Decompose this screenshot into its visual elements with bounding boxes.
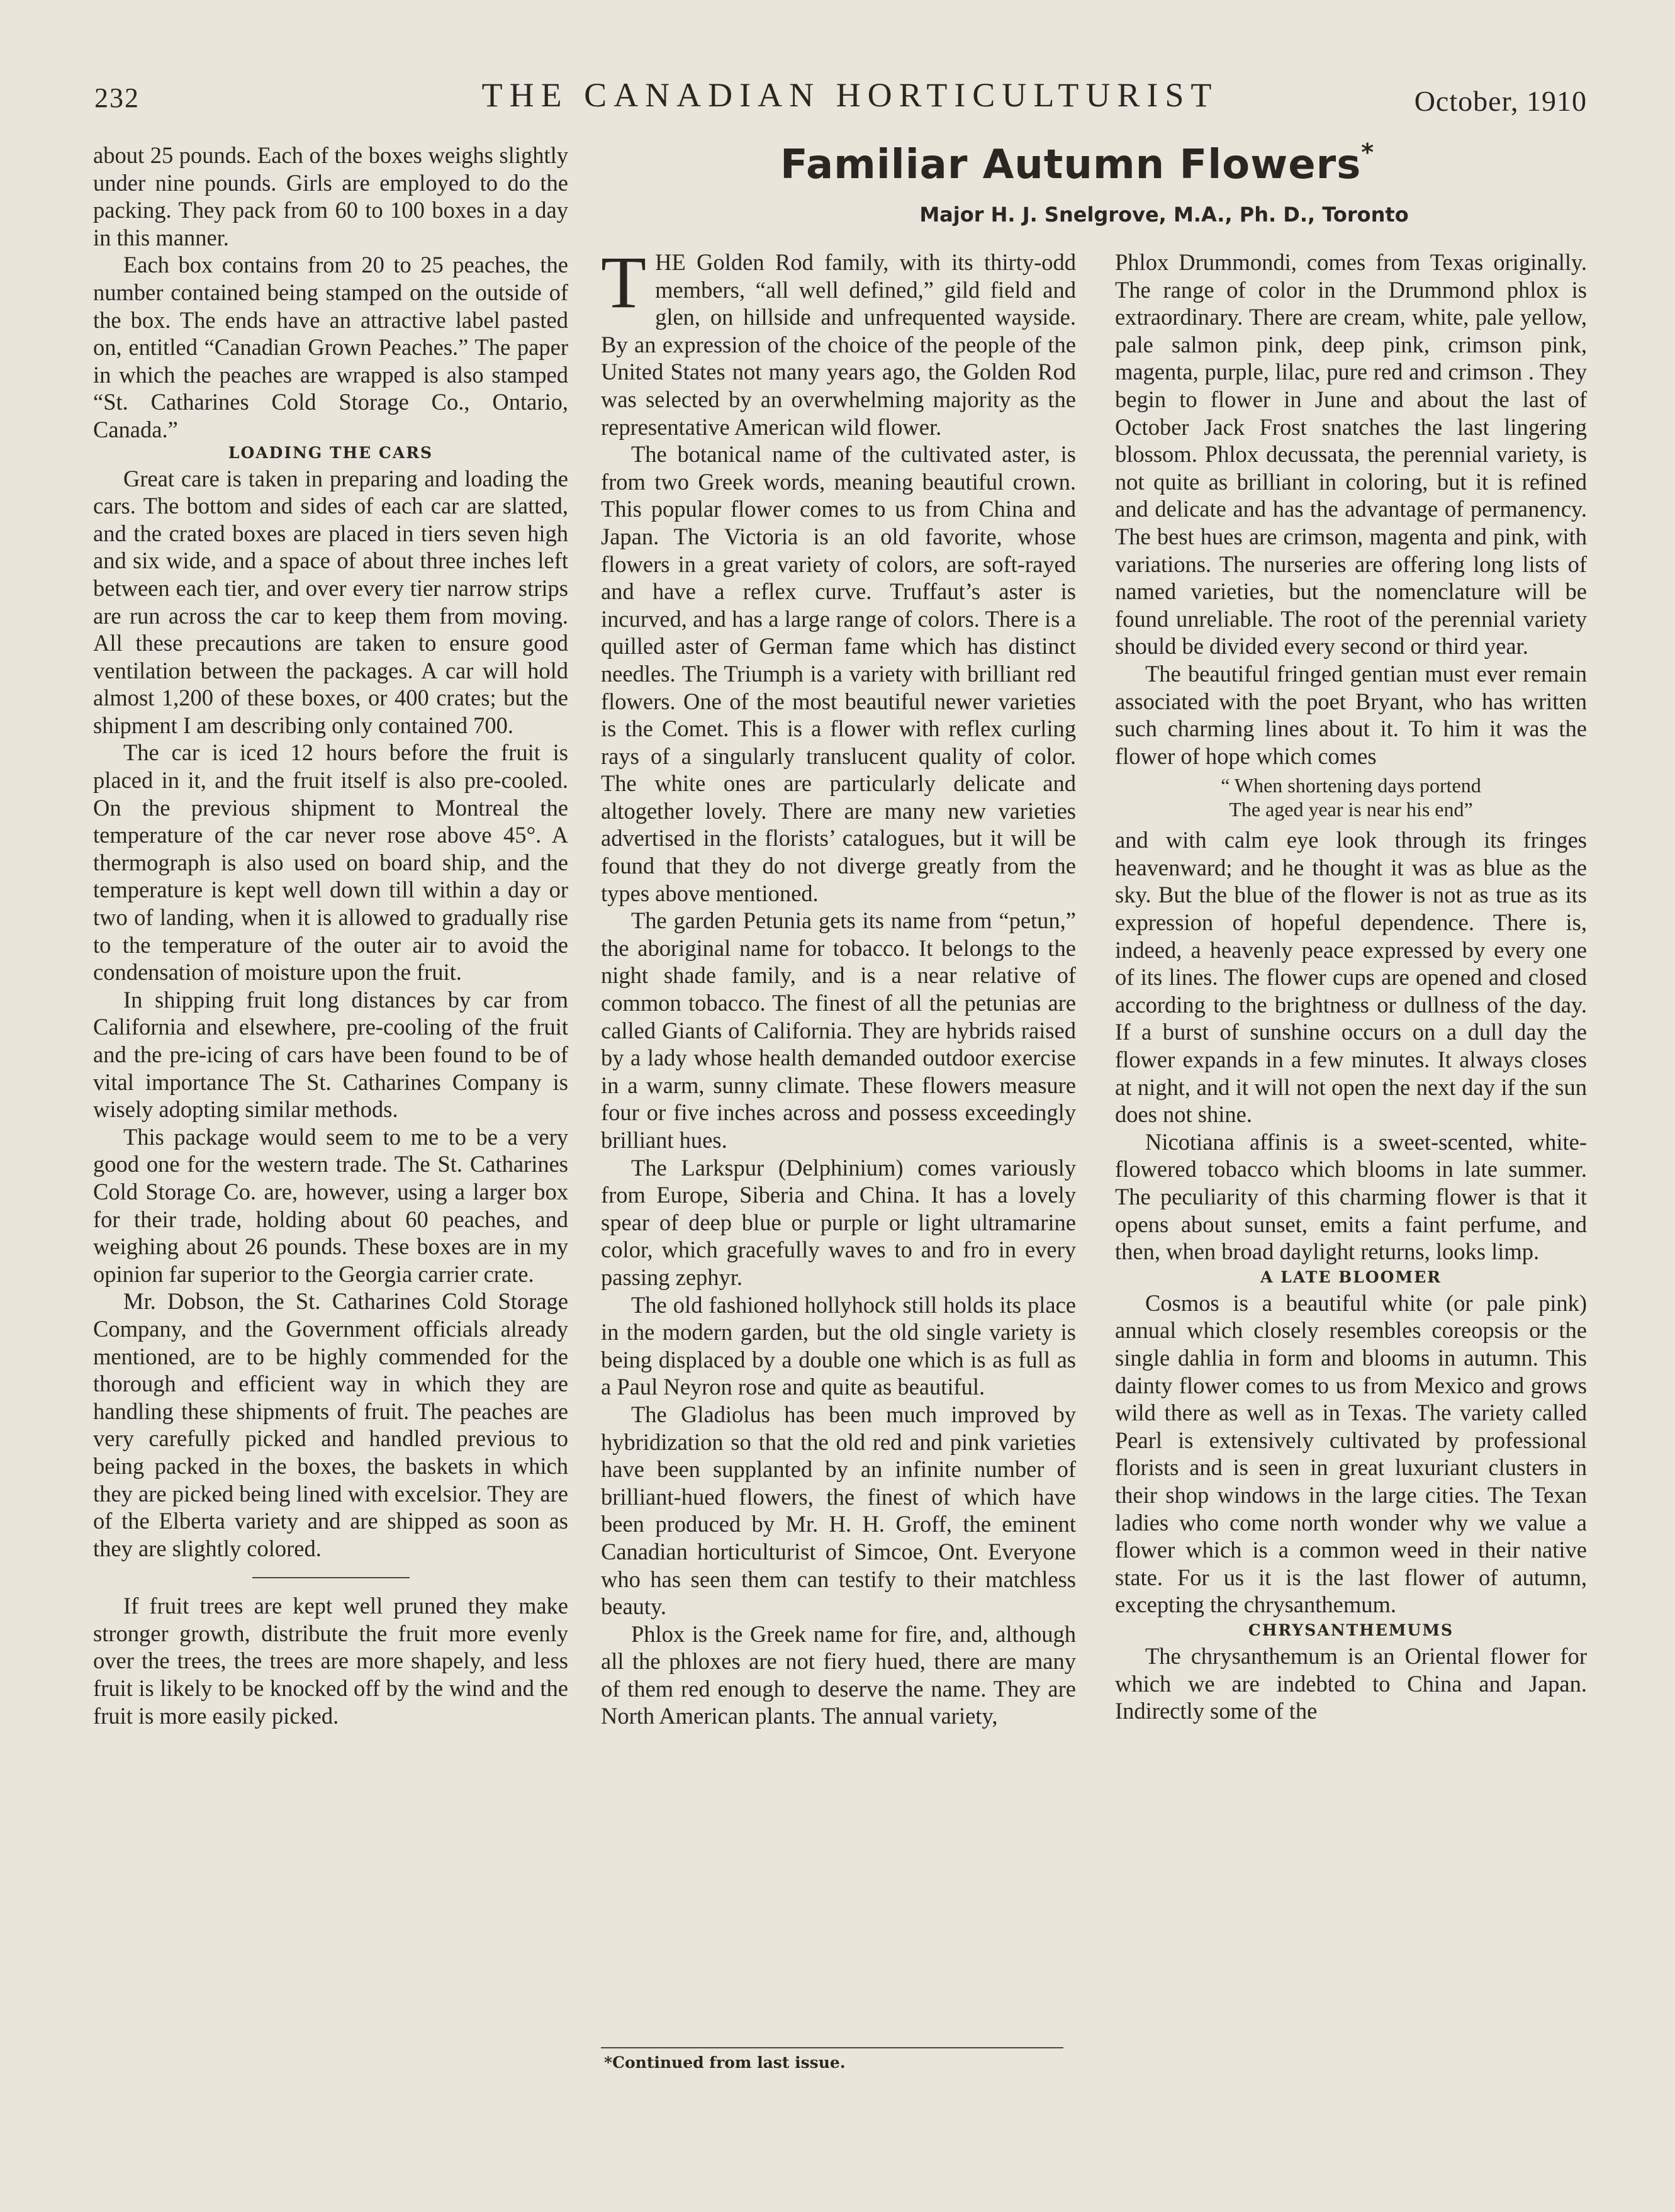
body-paragraph: Mr. Dobson, the St. Catharines Cold Storage Company, and the Government officials already mentioned, are to be highly commended for the thorough and efficient way in which they are handling these shipments of fruit. The peaches are very carefully picked and handled previous to being packed in the boxes, the baskets in which they are picked being lined with excelsior. They are of the Elberta variety and are shipped as soon as they are slightly colored. (93, 1288, 568, 1561)
left-column (93, 142, 568, 1729)
body-paragraph: The garden Petunia gets its name from “petun,” the aboriginal name for tobacco. It belongs to the night shade family, and is a near relative of common tobacco. The finest of all the petunias are called Giants of California. They are hybrids raised by a lady whose health demanded outdoor exercise in a warm, sunny climate. These flowers measure four or five inches across and possess exceedingly brilliant hues. (601, 907, 1076, 1153)
body-paragraph: Phlox Drummondi, comes from Texas originally. The range of color in the Drummond phlox is extraordinary. There are cream, white, pale yellow, pale salmon pink, deep pink, crimson pink, magenta, purple, lilac, pure red and crimson . They begin to flower in June and about the last of October Jack Frost snatches the last lingering blossom. Phlox decussata, the perennial variety, is not quite as brilliant in coloring, but it is refined and delicate and has the advantage of permanency. The best hues are crimson, magenta and pink, with variations. The nurseries are offering long lists of named varieties, but the nomenclature will be found unreliable. The root of the perennial variety should be divided every second or third year. (1115, 249, 1587, 660)
body-paragraph: The Gladiolus has been much improved by hybridization so that the old red and pink varieties have been supplanted by an infinite number of brilliant-hued flowers, the finest of which have been produced by Mr. H. H. Groff, the eminent Canadian horticulturist of Simcoe, Ont. Everyone who has seen them can testify to their matchless beauty. (601, 1401, 1076, 1620)
body-paragraph: Phlox is the Greek name for fire, and, although all the phloxes are not fiery hued, there are many of them red enough to deserve the name. They are North American plants. The annual variety, (601, 1620, 1076, 1729)
issue-date: October, 1910 (1414, 85, 1587, 117)
filler-paragraph: If fruit trees are kept well pruned they make stronger growth, distribute the fruit more evenly over the trees, the trees are more shapely, and less fruit is likely to be knocked off by the wind and the fruit is more easily picked. (93, 1593, 568, 1729)
body-paragraph: The old fashioned hollyhock still holds its place in the modern garden, but the old single variety is being displaced by a double one which is as full as a Paul Neyron rose and quite as beautiful. (601, 1291, 1076, 1400)
title-footnote-mark: * (1361, 138, 1375, 166)
body-paragraph: Nicotiana affinis is a sweet-scented, white-flowered tobacco which blooms in late summer. The peculiarity of this charming flower is that it opens about sunset, emits a faint perfume, and then, when broad daylight returns, looks limp. (1115, 1128, 1587, 1265)
body-paragraph: The chrysanthemum is an Oriental flower for which we are indebted to China and Japan. Indirectly some of the (1115, 1642, 1587, 1724)
poem-quote (1115, 773, 1587, 821)
body-paragraph: The car is iced 12 hours before the fruit is placed in it, and the fruit itself is also pre-cooled. On the previous shipment to Montreal the temperature of the car never rose above 45°. A thermograph is also used on board ship, and the temperature is kept well down till within a day or two of landing, when it is allowed to gradually rise to the temperature of the outer air to avoid the condensation of moisture upon the fruit. (93, 739, 568, 985)
middle-column (601, 241, 1076, 1730)
journal-title: THE CANADIAN HORTICULTURIST (481, 76, 1219, 114)
body-paragraph: The beautiful fringed gentian must ever remain associated with the poet Bryant, who has written such charming lines about it. To him it was the flower of hope which comes (1115, 660, 1587, 769)
article-title (780, 138, 1375, 188)
body-paragraph: and with calm eye look through its fringes heavenward; and he thought it was as blue as the sky. But the blue of the flower is not as true as its expression of hopeful dependence. There is, indeed, a heavenly peace expressed by every one of its lines. The flower cups are opened and closed according to the brightness or dullness of the day. If a burst of sunshine occurs on a dull day the flower expands in a few minutes. It always closes at night, and it will not open the next day if the sun does not shine. (1115, 827, 1587, 1128)
poem-line: “ When shortening days portend (1221, 774, 1481, 797)
page-number: 232 (94, 82, 140, 113)
poem-line: The aged year is near his end” (1229, 798, 1473, 821)
section-subhead: CHRYSANTHEMUMS (1248, 1620, 1454, 1639)
first-paragraph-text: HE Golden Rod family, with its thirty-odd members, “all well defined,” gild field and glen, on hillside and unfrequented wayside. By an expression of the choice of the people of the United States not many years ago, the Golden Rod was selected by an overwhelming majority as the representative American wild flower. (601, 249, 1076, 440)
footnote-rule (601, 2047, 1063, 2048)
separator-rule (252, 1577, 410, 1578)
section-subhead: LOADING THE CARS (228, 443, 434, 462)
running-head (94, 76, 1587, 120)
footnote: *Continued from last issue. (604, 2053, 846, 2072)
body-paragraph: The botanical name of the cultivated aster, is from two Greek words, meaning beautiful crown. This popular flower comes to us from China and Japan. The Victoria is an old favorite, whose flowers in a great variety of colors, are soft-rayed and have a reflex curve. Truffaut’s aster is incurved, and has a large range of colors. There is a quilled aster of German fame which has distinct needles. The Triumph is a variety with brilliant red flowers. One of the most beautiful newer varieties is the Comet. This is a flower with reflex curling rays of a singularly translucent quality of color. The white ones are particularly delicate and altogether lovely. There are many new varieties advertised in the florists’ catalogues, but it will be found that they do not diverge greatly from the types above mentioned. (601, 441, 1076, 906)
section-subhead: A LATE BLOOMER (1260, 1267, 1442, 1286)
body-paragraph: In shipping fruit long distances by car from California and elsewhere, pre-cooling of the fruit and the pre-icing of cars have been found to be of vital importance The St. Catharines Company is wisely adopting similar methods. (93, 986, 568, 1123)
body-paragraph: about 25 pounds. Each of the boxes weighs slightly under nine pounds. Girls are employed to do the packing. They pack from 60 to 100 boxes in a day in this manner. (93, 142, 568, 250)
body-paragraph: The Larkspur (Delphinium) comes variously from Europe, Siberia and China. It has a lovely spear of deep blue or purple or light ultramarine color, which gracefully waves to and fro in every passing zephyr. (601, 1154, 1076, 1290)
right-column (1115, 249, 1587, 1725)
body-paragraph: Great care is taken in preparing and loading the cars. The bottom and sides of each car are slatted, and the crated boxes are placed in tiers seven high and six wide, and a space of about three inches left between each tier, and over every tier narrow strips are run across the car to keep them from moving. All these precautions are taken to ensure good ventilation between the packages. A car will hold almost 1,200 of these boxes, or 400 crates; but the shipment I am describing only contained 700. (93, 465, 568, 738)
body-paragraph (601, 241, 1076, 441)
body-paragraph: Each box contains from 20 to 25 peaches, the number contained being stamped on the outside of the box. The ends have an attractive label pasted on, entitled “Canadian Grown Peaches.” The paper in which the peaches are wrapped is also stamped “St. Catharines Cold Storage Co., Ontario, Canada.” (93, 252, 568, 442)
body-paragraph: This package would seem to me to be a very good one for the western trade. The St. Catharines Cold Storage Co. are, however, using a larger box for their trade, holding about 60 peaches, and weighing about 26 pounds. These boxes are in my opinion far superior to the Georgia carrier crate. (93, 1123, 568, 1287)
article-title-text: Familiar Autumn Flowers (780, 142, 1362, 188)
body-paragraph: Cosmos is a beautiful white (or pale pink) annual which closely resembles coreopsis or the single dahlia in form and blooms in autumn. This dainty flower comes to us from Mexico and grows wild there as well as in Texas. The variety called Pearl is extensively cultivated by professional florists and is seen in great luxuriant clusters in their shop windows in the large cities. The Texan ladies who come north wonder why we value a flower which is a common weed in their native state. For us it is the last flower of autumn, excepting the chrysanthemum. (1115, 1289, 1587, 1618)
article-byline: Major H. J. Snelgrove, M.A., Ph. D., Toronto (919, 203, 1409, 227)
drop-cap: T (601, 241, 647, 323)
